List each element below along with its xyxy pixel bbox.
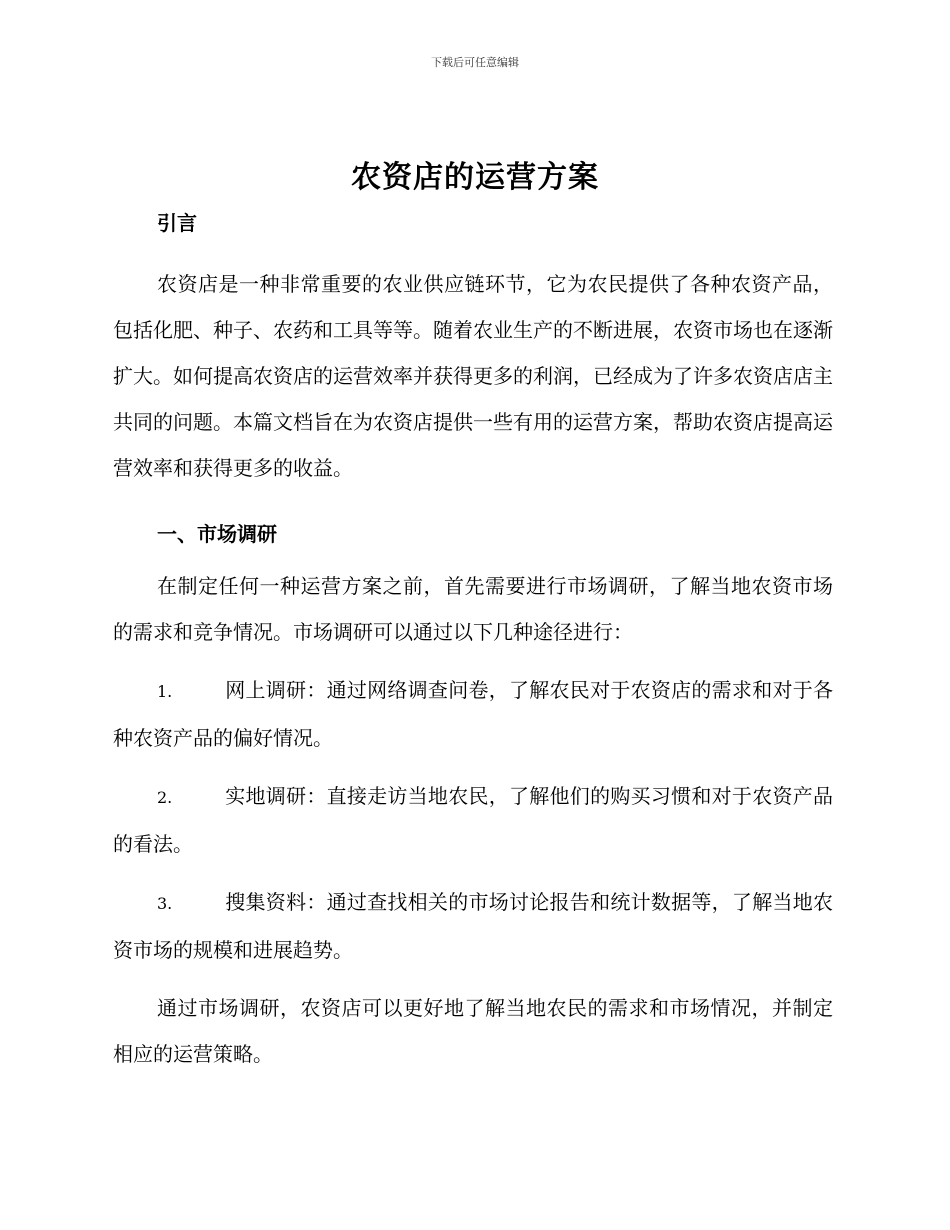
intro-heading: 引言 (157, 211, 197, 235)
section-1-lead-paragraph: 在制定任何一种运营方案之前，首先需要进行市场调研，了解当地农资市场的需求和竞争情况。市场调研可以通过以下几种途径进行： (113, 574, 833, 644)
list-item-text: 实地调研：直接走访当地农民，了解他们的购买习惯和对于农资产品的看法。 (113, 784, 833, 856)
list-item-text: 网上调研：通过网络调查问卷，了解农民对于农资店的需求和对于各种农资产品的偏好情况。 (113, 678, 833, 750)
list-item-text: 搜集资料：通过查找相关的市场讨论报告和统计数据等，了解当地农资市场的规模和进展趋势。 (113, 890, 833, 962)
list-item-number: 3. (157, 894, 173, 913)
list-item (113, 879, 833, 973)
list-item (113, 667, 833, 761)
list-item-number: 1. (157, 682, 173, 701)
intro-paragraph: 农资店是一种非常重要的农业供应链环节，它为农民提供了各种农资产品，包括化肥、种子、农药和工具等等。随着农业生产的不断进展，农资市场也在逐渐扩大。如何提高农资店的运营效率并获得更多的利润，已经成为了许多农资店店主共同的问题。本篇文档旨在为农资店提供一些有用的运营方案，帮助农资店提高运营效率和获得更多的收益。 (113, 272, 833, 480)
list-item-number: 2. (157, 788, 173, 807)
document-title: 农资店的运营方案 (351, 160, 599, 195)
header-note: 下载后可任意编辑 (431, 56, 519, 69)
section-1-conclusion-paragraph: 通过市场调研，农资店可以更好地了解当地农民的需求和市场情况，并制定相应的运营策略。 (113, 996, 833, 1066)
list-item (113, 773, 833, 867)
section-1-heading: 一、市场调研 (157, 522, 277, 546)
document-body (113, 200, 833, 1077)
